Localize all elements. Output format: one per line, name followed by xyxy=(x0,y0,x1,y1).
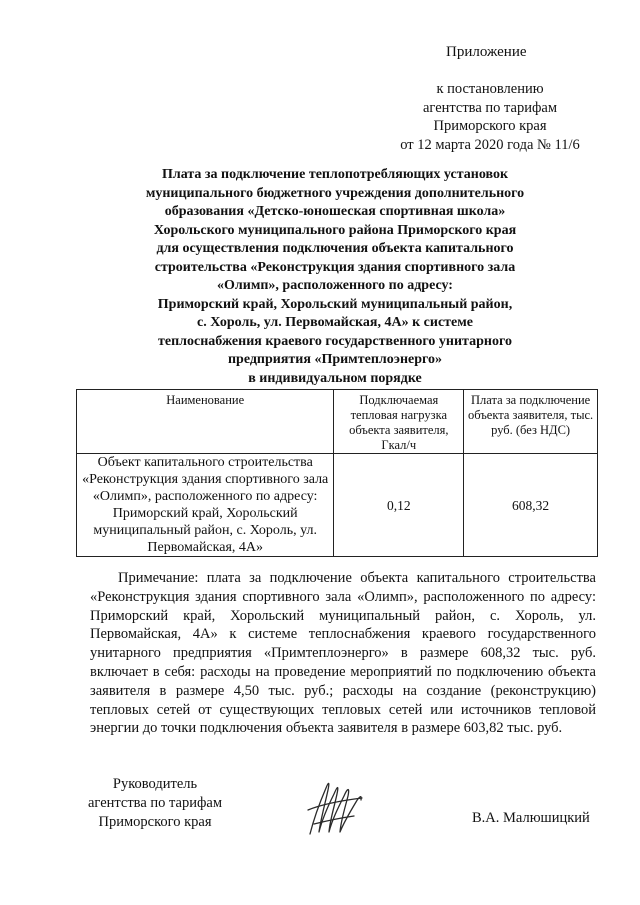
signer-name: В.А. Малюшицкий xyxy=(472,810,590,826)
title-line: для осуществления подключения объекта капитального xyxy=(156,241,514,256)
position-line: Руководитель xyxy=(112,776,198,792)
decree-line: агентства по тарифам xyxy=(423,99,557,116)
decree-line: от 12 марта 2020 года № 11/6 xyxy=(400,136,580,153)
position-line: агентства по тарифам xyxy=(88,795,222,811)
column-header-fee: Плата за подключение объекта заявителя, тыс. руб. (без НДС) xyxy=(464,390,598,454)
title-line: «Олимп», расположенного по адресу: xyxy=(217,278,453,293)
note-paragraph: Примечание: плата за подключение объекта капитального строительства «Реконструкция здания спортивного зала «Олимп», расположенного по адресу: Приморский край, Хорольский муниципальный район, с. Хороль, ул. Первомайская, 4А» к системе теплоснабжения краевого государственного унитарного предприятия «Примтеплоэнерго» в размере 608,32 тыс. руб. включает в себя: расходы на проведение мероприятий по подключению объекта заявителя в размере 4,50 тыс. руб.; расходы на создание (реконструкцию) тепловых сетей от существующих тепловых сетей или источников тепловой энергии до точки подключения объекта заявителя в размере 603,82 тыс. руб. xyxy=(90,570,596,737)
position-line: Приморского края xyxy=(98,814,212,830)
title-line: муниципального бюджетного учреждения дополнительного xyxy=(145,185,525,201)
title-line: теплоснабжения краевого государственного унитарного xyxy=(158,333,512,349)
title-line: Плата за подключение теплопотребляющих установок xyxy=(161,167,509,182)
title-line: Приморский край, Хорольский муниципальный район, xyxy=(157,296,513,312)
cell-heat-load: 0,12 xyxy=(334,454,464,557)
column-header-name: Наименование xyxy=(77,390,334,454)
signature-icon xyxy=(306,774,366,838)
title-line: образования «Детско-юношеская спортивная школа» xyxy=(164,204,506,219)
decree-line: Приморского края xyxy=(433,118,547,134)
document-title xyxy=(80,166,590,388)
title-line: с. Хороль, ул. Первомайская, 4А» к системе xyxy=(196,315,473,330)
fee-table xyxy=(76,389,598,557)
table-row xyxy=(77,454,598,557)
title-line: Хорольского муниципального района Приморского края xyxy=(153,222,517,238)
cell-object-name: Объект капитального строительства «Реконструкция здания спортивного зала «Олимп», расположенного по адресу: Приморский край, Хорольский муниципальный район, с. Хороль, ул. Первомайская, 4А» xyxy=(77,454,334,557)
table-header-row xyxy=(77,390,598,454)
title-line: в индивидуальном порядке xyxy=(248,370,422,386)
title-line: строительства «Реконструкция здания спортивного зала xyxy=(154,259,516,275)
decree-line: к постановлению xyxy=(436,81,544,97)
appendix-label: Приложение xyxy=(446,44,527,60)
cell-fee: 608,32 xyxy=(464,454,598,557)
signatory-position xyxy=(80,775,230,832)
column-header-load: Подключаемая тепловая нагрузка объекта заявителя, Гкал/ч xyxy=(334,390,464,454)
title-line: предприятия «Примтеплоэнерго» xyxy=(227,352,443,367)
decree-reference xyxy=(380,80,600,154)
